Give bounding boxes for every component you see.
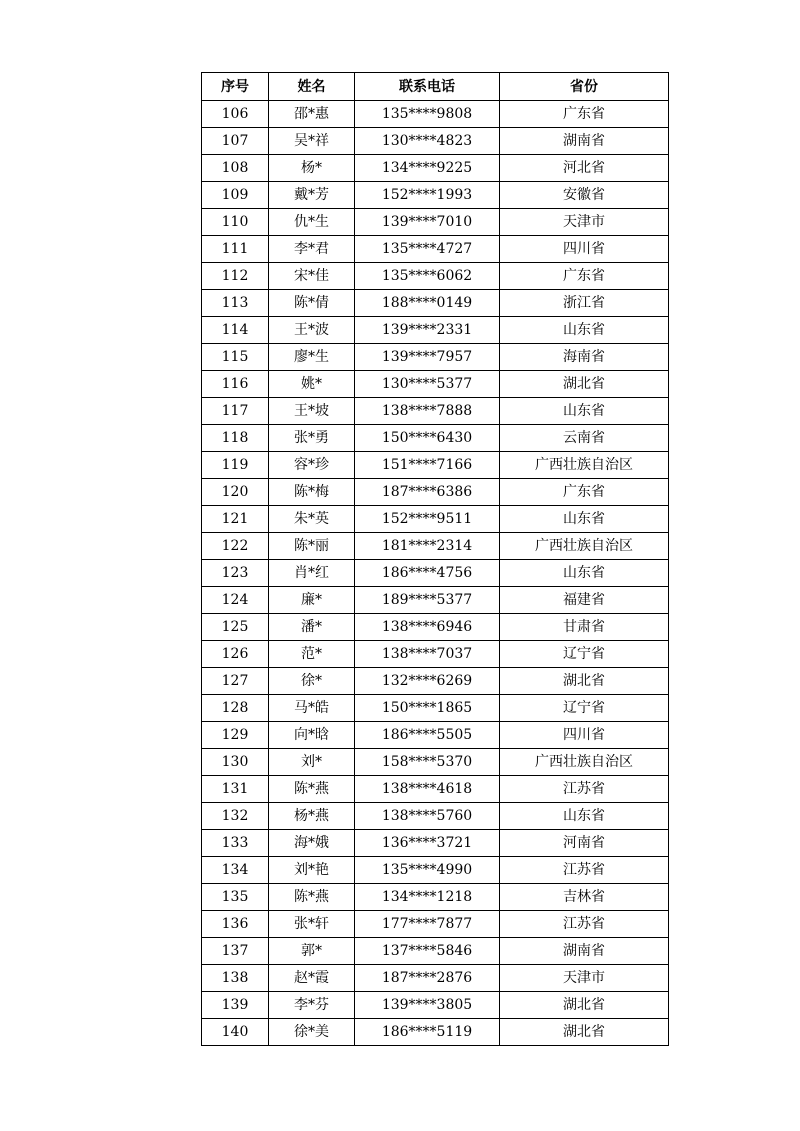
cell-province: 湖北省 xyxy=(500,371,669,398)
cell-phone: 138****7888 xyxy=(355,398,500,425)
contact-table xyxy=(201,72,669,1046)
table-row xyxy=(202,803,669,830)
cell-phone: 187****6386 xyxy=(355,479,500,506)
cell-phone: 139****3805 xyxy=(355,992,500,1019)
cell-index: 138 xyxy=(202,965,269,992)
contact-table-container xyxy=(201,72,668,1046)
cell-province: 山东省 xyxy=(500,560,669,587)
cell-phone: 135****9808 xyxy=(355,101,500,128)
cell-index: 109 xyxy=(202,182,269,209)
cell-phone: 181****2314 xyxy=(355,533,500,560)
table-row xyxy=(202,506,669,533)
cell-name: 李*芬 xyxy=(269,992,355,1019)
cell-province: 安徽省 xyxy=(500,182,669,209)
cell-index: 107 xyxy=(202,128,269,155)
cell-phone: 137****5846 xyxy=(355,938,500,965)
table-row xyxy=(202,398,669,425)
cell-province: 云南省 xyxy=(500,425,669,452)
cell-province: 天津市 xyxy=(500,209,669,236)
cell-province: 山东省 xyxy=(500,317,669,344)
cell-province: 吉林省 xyxy=(500,884,669,911)
cell-name: 李*君 xyxy=(269,236,355,263)
table-row xyxy=(202,884,669,911)
cell-index: 123 xyxy=(202,560,269,587)
cell-name: 陈*梅 xyxy=(269,479,355,506)
table-row xyxy=(202,452,669,479)
cell-index: 106 xyxy=(202,101,269,128)
table-row xyxy=(202,587,669,614)
cell-index: 118 xyxy=(202,425,269,452)
cell-index: 126 xyxy=(202,641,269,668)
cell-name: 张*轩 xyxy=(269,911,355,938)
cell-phone: 177****7877 xyxy=(355,911,500,938)
cell-name: 范* xyxy=(269,641,355,668)
cell-province: 湖南省 xyxy=(500,938,669,965)
cell-name: 刘* xyxy=(269,749,355,776)
cell-phone: 139****7957 xyxy=(355,344,500,371)
cell-province: 湖南省 xyxy=(500,128,669,155)
cell-name: 张*勇 xyxy=(269,425,355,452)
cell-index: 136 xyxy=(202,911,269,938)
cell-name: 刘*艳 xyxy=(269,857,355,884)
cell-index: 116 xyxy=(202,371,269,398)
cell-province: 湖北省 xyxy=(500,992,669,1019)
cell-province: 广东省 xyxy=(500,101,669,128)
cell-index: 127 xyxy=(202,668,269,695)
header-province: 省份 xyxy=(500,73,669,101)
cell-name: 陈*燕 xyxy=(269,884,355,911)
table-row xyxy=(202,209,669,236)
cell-phone: 134****1218 xyxy=(355,884,500,911)
cell-index: 137 xyxy=(202,938,269,965)
cell-name: 宋*佳 xyxy=(269,263,355,290)
cell-phone: 134****9225 xyxy=(355,155,500,182)
table-row xyxy=(202,695,669,722)
cell-province: 福建省 xyxy=(500,587,669,614)
cell-phone: 135****6062 xyxy=(355,263,500,290)
cell-phone: 138****4618 xyxy=(355,776,500,803)
cell-name: 容*珍 xyxy=(269,452,355,479)
cell-name: 海*娥 xyxy=(269,830,355,857)
cell-name: 潘* xyxy=(269,614,355,641)
cell-province: 天津市 xyxy=(500,965,669,992)
table-row xyxy=(202,236,669,263)
cell-province: 河北省 xyxy=(500,155,669,182)
cell-name: 王*波 xyxy=(269,317,355,344)
cell-phone: 150****1865 xyxy=(355,695,500,722)
cell-name: 廖*生 xyxy=(269,344,355,371)
cell-province: 河南省 xyxy=(500,830,669,857)
cell-index: 130 xyxy=(202,749,269,776)
cell-name: 朱*英 xyxy=(269,506,355,533)
table-row xyxy=(202,371,669,398)
table-row xyxy=(202,101,669,128)
cell-index: 129 xyxy=(202,722,269,749)
table-row xyxy=(202,533,669,560)
table-row xyxy=(202,776,669,803)
table-row xyxy=(202,965,669,992)
table-row xyxy=(202,1019,669,1046)
cell-index: 121 xyxy=(202,506,269,533)
cell-index: 133 xyxy=(202,830,269,857)
cell-name: 徐*美 xyxy=(269,1019,355,1046)
cell-phone: 150****6430 xyxy=(355,425,500,452)
cell-province: 江苏省 xyxy=(500,911,669,938)
cell-province: 湖北省 xyxy=(500,668,669,695)
table-row xyxy=(202,344,669,371)
cell-index: 113 xyxy=(202,290,269,317)
cell-province: 四川省 xyxy=(500,236,669,263)
cell-index: 122 xyxy=(202,533,269,560)
cell-phone: 130****4823 xyxy=(355,128,500,155)
cell-province: 广西壮族自治区 xyxy=(500,749,669,776)
cell-name: 赵*霞 xyxy=(269,965,355,992)
cell-province: 江苏省 xyxy=(500,776,669,803)
cell-phone: 187****2876 xyxy=(355,965,500,992)
header-name: 姓名 xyxy=(269,73,355,101)
cell-phone: 135****4990 xyxy=(355,857,500,884)
cell-index: 139 xyxy=(202,992,269,1019)
cell-province: 广西壮族自治区 xyxy=(500,452,669,479)
table-row xyxy=(202,722,669,749)
cell-phone: 130****5377 xyxy=(355,371,500,398)
cell-province: 山东省 xyxy=(500,398,669,425)
cell-phone: 186****5505 xyxy=(355,722,500,749)
cell-index: 120 xyxy=(202,479,269,506)
cell-index: 112 xyxy=(202,263,269,290)
cell-phone: 188****0149 xyxy=(355,290,500,317)
cell-phone: 139****2331 xyxy=(355,317,500,344)
cell-name: 邵*惠 xyxy=(269,101,355,128)
table-row xyxy=(202,992,669,1019)
cell-index: 114 xyxy=(202,317,269,344)
cell-name: 吴*祥 xyxy=(269,128,355,155)
table-row xyxy=(202,425,669,452)
table-row xyxy=(202,182,669,209)
table-row xyxy=(202,749,669,776)
cell-phone: 189****5377 xyxy=(355,587,500,614)
cell-name: 仇*生 xyxy=(269,209,355,236)
cell-phone: 152****9511 xyxy=(355,506,500,533)
table-row xyxy=(202,263,669,290)
table-header-row xyxy=(202,73,669,101)
cell-index: 125 xyxy=(202,614,269,641)
cell-province: 江苏省 xyxy=(500,857,669,884)
table-row xyxy=(202,668,669,695)
table-row xyxy=(202,641,669,668)
cell-name: 陈*倩 xyxy=(269,290,355,317)
cell-province: 湖北省 xyxy=(500,1019,669,1046)
table-row xyxy=(202,830,669,857)
cell-name: 徐* xyxy=(269,668,355,695)
cell-name: 陈*燕 xyxy=(269,776,355,803)
table-row xyxy=(202,911,669,938)
cell-province: 辽宁省 xyxy=(500,695,669,722)
cell-name: 陈*丽 xyxy=(269,533,355,560)
cell-phone: 135****4727 xyxy=(355,236,500,263)
cell-name: 肖*红 xyxy=(269,560,355,587)
cell-name: 廉* xyxy=(269,587,355,614)
cell-name: 郭* xyxy=(269,938,355,965)
table-row xyxy=(202,479,669,506)
table-row xyxy=(202,938,669,965)
table-row xyxy=(202,857,669,884)
cell-index: 132 xyxy=(202,803,269,830)
cell-name: 戴*芳 xyxy=(269,182,355,209)
cell-province: 四川省 xyxy=(500,722,669,749)
cell-phone: 132****6269 xyxy=(355,668,500,695)
cell-index: 111 xyxy=(202,236,269,263)
cell-province: 山东省 xyxy=(500,803,669,830)
cell-phone: 186****4756 xyxy=(355,560,500,587)
cell-province: 海南省 xyxy=(500,344,669,371)
cell-phone: 136****3721 xyxy=(355,830,500,857)
cell-province: 广西壮族自治区 xyxy=(500,533,669,560)
table-row xyxy=(202,128,669,155)
cell-phone: 138****7037 xyxy=(355,641,500,668)
cell-province: 山东省 xyxy=(500,506,669,533)
cell-name: 姚* xyxy=(269,371,355,398)
cell-index: 140 xyxy=(202,1019,269,1046)
header-index: 序号 xyxy=(202,73,269,101)
cell-index: 131 xyxy=(202,776,269,803)
cell-province: 浙江省 xyxy=(500,290,669,317)
table-row xyxy=(202,614,669,641)
table-row xyxy=(202,155,669,182)
cell-phone: 151****7166 xyxy=(355,452,500,479)
cell-index: 108 xyxy=(202,155,269,182)
header-phone: 联系电话 xyxy=(355,73,500,101)
cell-phone: 139****7010 xyxy=(355,209,500,236)
table-row xyxy=(202,560,669,587)
cell-name: 向*晗 xyxy=(269,722,355,749)
cell-province: 甘肃省 xyxy=(500,614,669,641)
cell-phone: 186****5119 xyxy=(355,1019,500,1046)
table-row xyxy=(202,317,669,344)
cell-name: 王*坡 xyxy=(269,398,355,425)
cell-index: 135 xyxy=(202,884,269,911)
cell-index: 117 xyxy=(202,398,269,425)
table-row xyxy=(202,290,669,317)
cell-name: 杨*燕 xyxy=(269,803,355,830)
cell-index: 124 xyxy=(202,587,269,614)
cell-name: 杨* xyxy=(269,155,355,182)
cell-phone: 138****5760 xyxy=(355,803,500,830)
cell-index: 134 xyxy=(202,857,269,884)
cell-province: 辽宁省 xyxy=(500,641,669,668)
cell-index: 119 xyxy=(202,452,269,479)
cell-province: 广东省 xyxy=(500,479,669,506)
cell-phone: 158****5370 xyxy=(355,749,500,776)
cell-phone: 152****1993 xyxy=(355,182,500,209)
cell-phone: 138****6946 xyxy=(355,614,500,641)
cell-name: 马*皓 xyxy=(269,695,355,722)
cell-index: 115 xyxy=(202,344,269,371)
table-body xyxy=(202,101,669,1046)
cell-province: 广东省 xyxy=(500,263,669,290)
cell-index: 110 xyxy=(202,209,269,236)
cell-index: 128 xyxy=(202,695,269,722)
